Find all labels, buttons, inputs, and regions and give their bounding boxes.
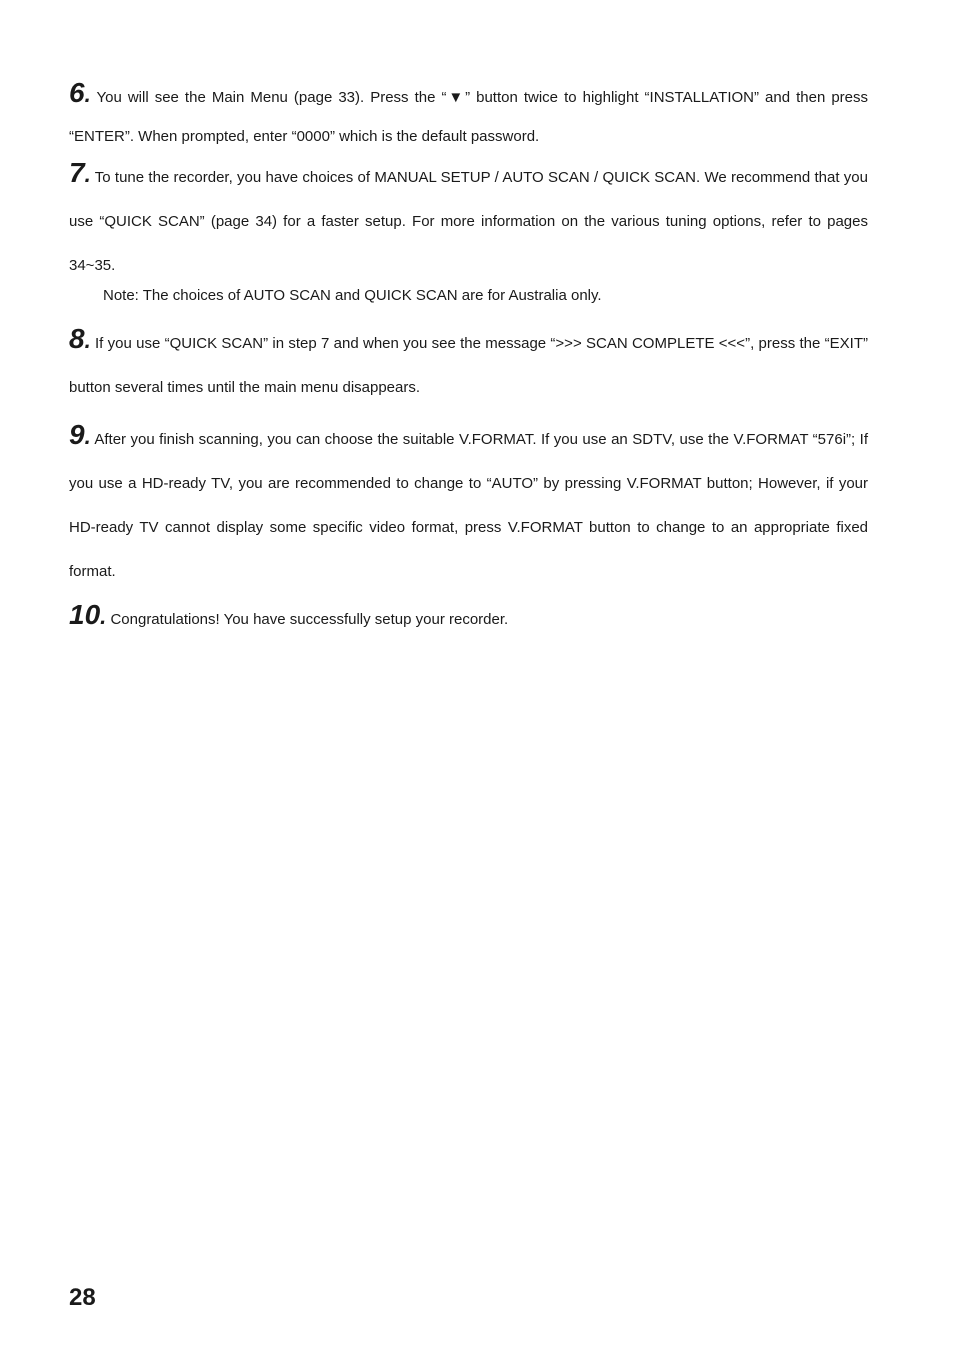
step-text: To tune the recorder, you have choices of MANUAL SETUP / AUTO SCAN / QUICK SCAN. We recommend that you use “QUICK SCAN” (page 34) for a faster setup. For more information on the various tuning options, refer to pages 34~35. [69, 169, 868, 274]
step-9 [69, 418, 868, 594]
step-text: After you finish scanning, you can choose the suitable V.FORMAT. If you use an SDTV, use the V.FORMAT “576i”; If you use a HD-ready TV, you are recommended to change to “AUTO” by pressing V.FORMAT button; However, if your HD-ready TV cannot display some specific video format, press V.FORMAT button to change to an appropriate fixed format. [69, 431, 869, 580]
step-number: 6. [69, 77, 91, 108]
note-text: Note: The choices of AUTO SCAN and QUICK SCAN are for Australia only. [103, 287, 602, 304]
page-number: 28 [69, 1284, 96, 1311]
step-7 [69, 156, 868, 288]
instruction-content [69, 78, 868, 642]
step-6 [69, 78, 868, 156]
step-text: You will see the Main Menu (page 33). Press the “▼” button twice to highlight “INSTALLATION” and then press “ENTER”. When prompted, enter “0000” which is the default password. [69, 89, 869, 145]
step-number: 8. [69, 323, 91, 354]
step-number: 10. [69, 599, 107, 630]
step-10 [69, 598, 868, 642]
step-8 [69, 322, 868, 410]
step-number: 9. [69, 419, 91, 450]
step-text: Congratulations! You have successfully setup your recorder. [110, 611, 509, 628]
step-number: 7. [69, 157, 91, 188]
step-text: If you use “QUICK SCAN” in step 7 and when you see the message “>>> SCAN COMPLETE <<<”, press the “EXIT” button several times until the main menu disappears. [69, 335, 868, 396]
